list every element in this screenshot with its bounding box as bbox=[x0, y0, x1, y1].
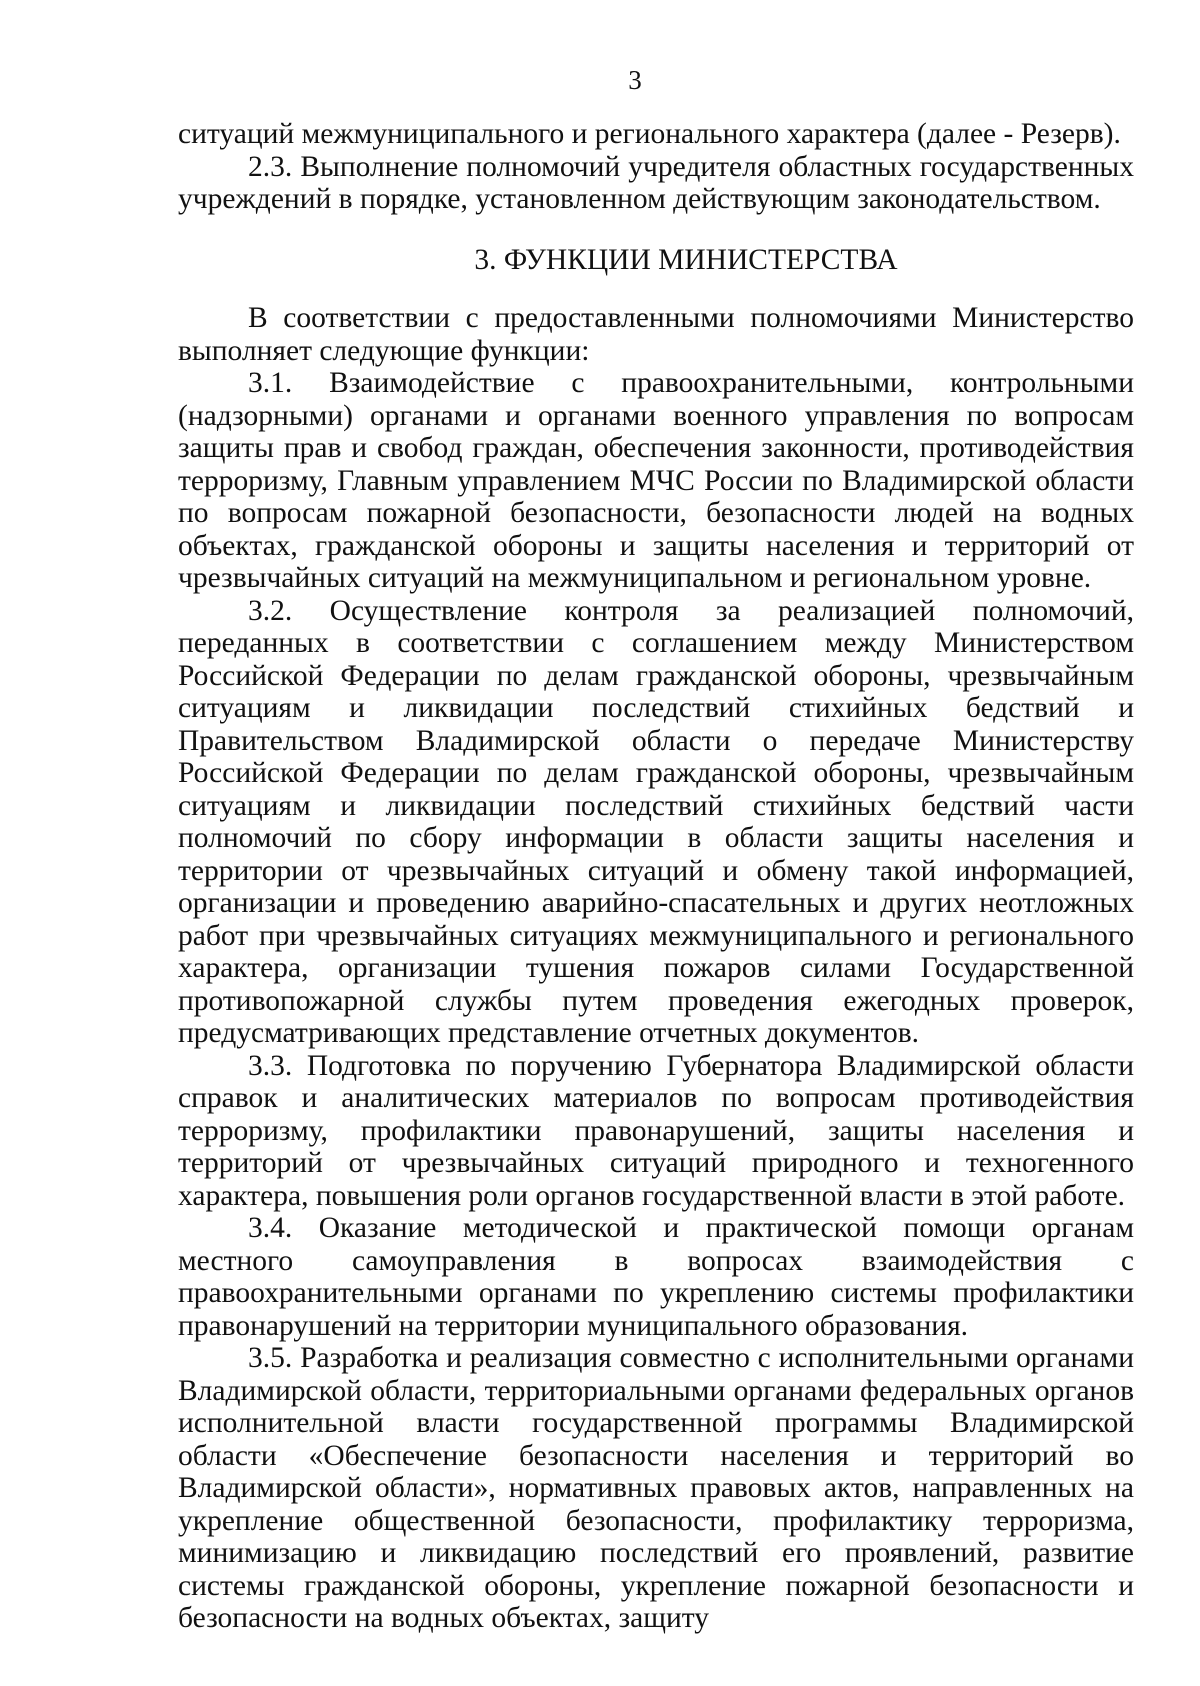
function-3-2: 3.2. Осуществление контроля за реализацией полномочий, переданных в соответствии с соглашением между Министерством Российской Федерации по делам гражданской обороны, чрезвычайным ситуациям и ликвидации последствий стихийных бедствий и Правительством Владимирской области о передаче Министерству Российской Федерации по делам гражданской обороны, чрезвычайным ситуациям и ликвидации последствий стихийных бедствий части полномочий по сбору информации в области защиты населения и территории от чрезвычайных ситуаций и обмену такой информацией, организации и проведению аварийно-спасательных и других неотложных работ при чрезвычайных ситуациях межмуниципального и регионального характера, организации тушения пожаров силами Государственной противопожарной службы путем проведения ежегодных проверок, предусматривающих представление отчетных документов. bbox=[178, 594, 1134, 1049]
intro-paragraph: В соответствии с предоставленными полномочиями Министерство выполняет следующие функции: bbox=[178, 302, 1134, 367]
paragraph-2-3: 2.3. Выполнение полномочий учредителя областных государственных учреждений в порядке, установленном действующим законодательством. bbox=[178, 150, 1134, 215]
paragraph-continuation: ситуаций межмуниципального и регионального характера (далее - Резерв). bbox=[178, 118, 1121, 150]
function-3-3: 3.3. Подготовка по поручению Губернатора Владимирской области справок и аналитических материалов по вопросам противодействия терроризму, профилактики правонарушений, защиты населения и территорий от чрезвычайных ситуаций природного и техногенного характера, повышения роли органов государственной власти в этой работе. bbox=[178, 1049, 1134, 1212]
page-number: 3 bbox=[628, 65, 642, 95]
function-3-5: 3.5. Разработка и реализация совместно с исполнительными органами Владимирской области, территориальными органами федеральных органов исполнительной власти государственной программы Владимирской области «Обеспечение безопасности населения и территорий во Владимирской области», нормативных правовых актов, направленных на укрепление общественной безопасности, профилактику терроризма, минимизацию и ликвидацию последствий его проявлений, развитие системы гражданской обороны, укрепление пожарной безопасности и безопасности на водных объектах, защиту bbox=[178, 1342, 1134, 1634]
document-body bbox=[178, 118, 1134, 1635]
function-3-1: 3.1. Взаимодействие с правоохранительными, контрольными (надзорными) органами и органами военного управления по вопросам защиты прав и свобод граждан, обеспечения законности, противодействия терроризму, Главным управлением МЧС России по Владимирской области по вопросам пожарной безопасности, безопасности людей на водных объектах, гражданской обороны и защиты населения и территорий от чрезвычайных ситуаций на межмуниципальном и региональном уровне. bbox=[178, 367, 1134, 594]
function-3-4: 3.4. Оказание методической и практической помощи органам местного самоуправления в вопросах взаимодействия с правоохранительными органами по укреплению системы профилактики правонарушений на территории муниципального образования. bbox=[178, 1212, 1134, 1342]
section-heading: 3. ФУНКЦИИ МИНИСТЕРСТВА bbox=[474, 243, 898, 276]
